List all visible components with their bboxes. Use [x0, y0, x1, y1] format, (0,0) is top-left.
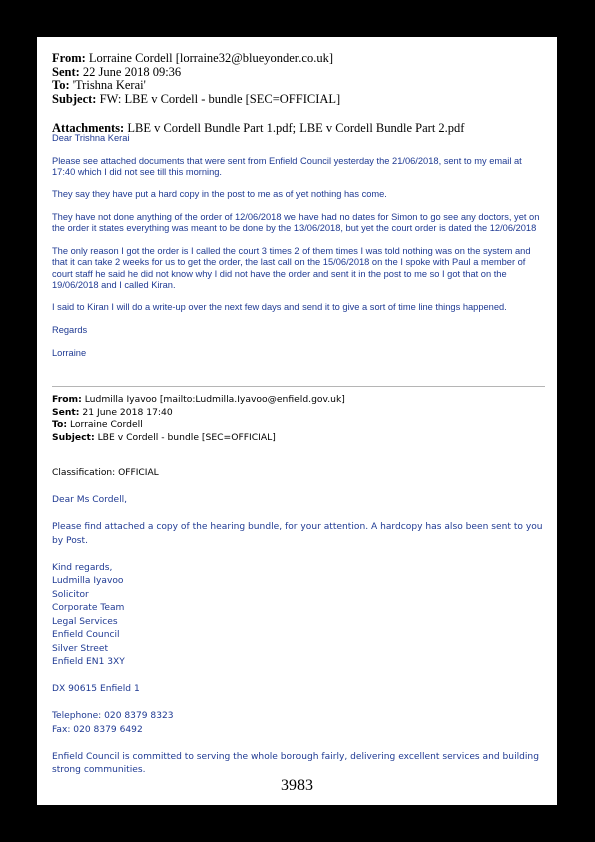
email1-to: 'Trishna Kerai': [72, 78, 146, 92]
email1-paragraph: Please see attached documents that were sent from Enfield Council yesterday the 21/06/2018, sent to my email at 17:40 which I did not see till this morning.: [52, 155, 522, 177]
email1-sent-line: [52, 66, 340, 80]
email1-paragraph: They have not done anything of the order of 12/06/2018 we have had no dates for Simon to go see any doctors, yet on the order it states everything was meant to be done by the 13/06/2018, but yet the court order is dated the 12/06/2018: [52, 212, 540, 234]
email2-fax: Fax: 020 8379 6492: [52, 724, 143, 735]
document-page: [37, 37, 557, 805]
signature-line: Ludmilla Iyavoo: [52, 576, 124, 586]
email2-contact-block: [52, 710, 547, 737]
signature-line: Solicitor: [52, 589, 89, 600]
email2-greeting: Dear Ms Cordell,: [52, 495, 128, 505]
email2-from-line: [52, 394, 345, 407]
email1-sent-label: Sent:: [52, 64, 80, 79]
signature-line: Corporate Team: [52, 603, 125, 613]
signature-line: Kind regards,: [52, 562, 113, 573]
signature-line: Legal Services: [52, 616, 118, 627]
email1-subject: FW: LBE v Cordell - bundle [SEC=OFFICIAL]: [99, 91, 341, 106]
email1-to-label: To:: [52, 78, 70, 92]
email2-body-text: Please find attached a copy of the hearing bundle, for your attention. A hardcopy has also been sent to you by Post.: [52, 522, 543, 546]
email2-signature-block: [52, 562, 547, 670]
email1-from-label: From:: [52, 51, 86, 65]
email1-body: [52, 133, 547, 370]
email2-subject-label: Subject:: [52, 431, 95, 443]
email1-paragraph: The only reason I got the order is I called the court 3 times 2 of them times I was told nothing was on the system and that it can take 2 weeks for us to get the order, the last call on the 15/06/2018 on the I spoke with Paul a member of court staff he said he did not know why I did not have the order and sent it in the post to me so I got that on the 19/06/2018 and I called Kiran.: [52, 245, 531, 290]
signature-line: Enfield Council: [52, 630, 120, 640]
email1-to-line: [52, 79, 340, 93]
email2-subject: LBE v Cordell - bundle [SEC=OFFICIAL]: [97, 431, 276, 443]
email1-header: [52, 52, 340, 106]
email1-signature: Lorraine: [52, 347, 87, 358]
signature-line: Enfield EN1 3XY: [52, 657, 125, 667]
email2-to: Lorraine Cordell: [69, 419, 143, 430]
email2-sent-line: [52, 407, 345, 420]
email2-dx: DX 90615 Enfield 1: [52, 684, 140, 694]
email2-to-line: [52, 419, 345, 432]
email1-paragraph: I said to Kiran I will do a write-up over the next few days and send it to give a sort of time line things happened.: [52, 302, 507, 313]
email2-classification: Classification: OFFICIAL: [52, 468, 159, 478]
email2-telephone: Telephone: 020 8379 8323: [52, 711, 174, 721]
email1-attachments-label: Attachments:: [52, 121, 125, 135]
email1-attachments: LBE v Cordell Bundle Part 1.pdf; LBE v Cordell Bundle Part 2.pdf: [127, 121, 465, 135]
email2-header: [52, 394, 345, 444]
email-separator: [52, 386, 545, 387]
signature-line: Silver Street: [52, 643, 109, 654]
email1-greeting: Dear Trishna Kerai: [52, 133, 130, 143]
email2-from-label: From:: [52, 394, 82, 405]
email2-sent: 21 June 2018 17:40: [82, 406, 173, 418]
email1-sent: 22 June 2018 09:36: [82, 64, 182, 79]
email2-from: Ludmilla Iyavoo [mailto:Ludmilla.Iyavoo@enfield.gov.uk]: [84, 394, 345, 405]
email2-body: [52, 467, 547, 791]
email1-from-line: [52, 52, 340, 66]
email1-closing: Regards: [52, 325, 88, 336]
email1-subject-label: Subject:: [52, 91, 97, 106]
email2-subject-line: [52, 432, 345, 445]
email2-to-label: To:: [52, 419, 68, 430]
page-number: 3983: [281, 777, 313, 794]
email1-paragraph: They say they have put a hard copy in the post to me as of yet nothing has come.: [52, 189, 387, 200]
email1-from: Lorraine Cordell [lorraine32@blueyonder.co.uk]: [88, 51, 333, 65]
email1-subject-line: [52, 93, 340, 107]
email2-footer: Enfield Council is committed to serving the whole borough fairly, delivering excellent services and building strong communities.: [52, 751, 539, 775]
email2-sent-label: Sent:: [52, 406, 80, 418]
